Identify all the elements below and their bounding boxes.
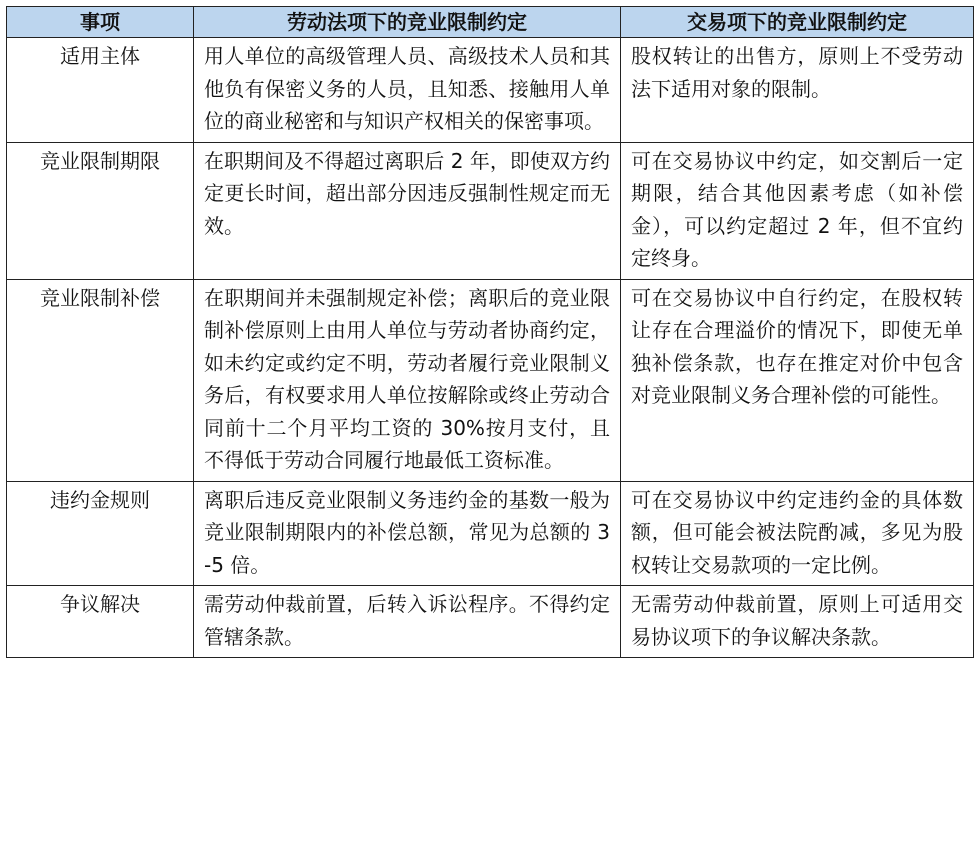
row-transaction-cell: 无需劳动仲裁前置，原则上可适用交易协议项下的争议解决条款。 bbox=[621, 586, 974, 658]
row-topic-cell: 竞业限制期限 bbox=[7, 142, 194, 279]
row-topic-cell: 违约金规则 bbox=[7, 481, 194, 586]
comparison-table bbox=[6, 6, 974, 658]
row-topic-cell: 适用主体 bbox=[7, 38, 194, 143]
header-labor-law: 劳动法项下的竞业限制约定 bbox=[194, 7, 621, 38]
header-row bbox=[7, 7, 974, 38]
row-transaction-cell: 可在交易协议中约定，如交割后一定期限，结合其他因素考虑（如补偿金），可以约定超过 2 年，但不宜约定终身。 bbox=[621, 142, 974, 279]
row-labor-cell: 在职期间并未强制规定补偿；离职后的竞业限制补偿原则上由用人单位与劳动者协商约定，如未约定或约定不明，劳动者履行竞业限制义务后，有权要求用人单位按解除或终止劳动合同前十二个月平均工资的 30%按月支付，且不得低于劳动合同履行地最低工资标准。 bbox=[194, 279, 621, 481]
row-topic-cell: 竞业限制补偿 bbox=[7, 279, 194, 481]
row-topic-cell: 争议解决 bbox=[7, 586, 194, 658]
row-labor-cell: 离职后违反竞业限制义务违约金的基数一般为竞业限制期限内的补偿总额，常见为总额的 3-5 倍。 bbox=[194, 481, 621, 586]
row-transaction-cell: 可在交易协议中自行约定，在股权转让存在合理溢价的情况下，即使无单独补偿条款，也存在推定对价中包含对竞业限制义务合理补偿的可能性。 bbox=[621, 279, 974, 481]
row-labor-cell: 用人单位的高级管理人员、高级技术人员和其他负有保密义务的人员，且知悉、接触用人单位的商业秘密和与知识产权相关的保密事项。 bbox=[194, 38, 621, 143]
row-transaction-cell: 可在交易协议中约定违约金的具体数额，但可能会被法院酌减，多见为股权转让交易款项的一定比例。 bbox=[621, 481, 974, 586]
header-transaction: 交易项下的竞业限制约定 bbox=[621, 7, 974, 38]
row-labor-cell: 在职期间及不得超过离职后 2 年，即使双方约定更长时间，超出部分因违反强制性规定而无效。 bbox=[194, 142, 621, 279]
table-row bbox=[7, 481, 974, 586]
table-row bbox=[7, 586, 974, 658]
header-topic: 事项 bbox=[7, 7, 194, 38]
row-transaction-cell: 股权转让的出售方，原则上不受劳动法下适用对象的限制。 bbox=[621, 38, 974, 143]
table-row bbox=[7, 279, 974, 481]
table-header bbox=[7, 7, 974, 38]
table-row bbox=[7, 142, 974, 279]
comparison-table-container bbox=[6, 6, 973, 658]
row-labor-cell: 需劳动仲裁前置，后转入诉讼程序。不得约定管辖条款。 bbox=[194, 586, 621, 658]
table-row bbox=[7, 38, 974, 143]
table-body bbox=[7, 38, 974, 658]
